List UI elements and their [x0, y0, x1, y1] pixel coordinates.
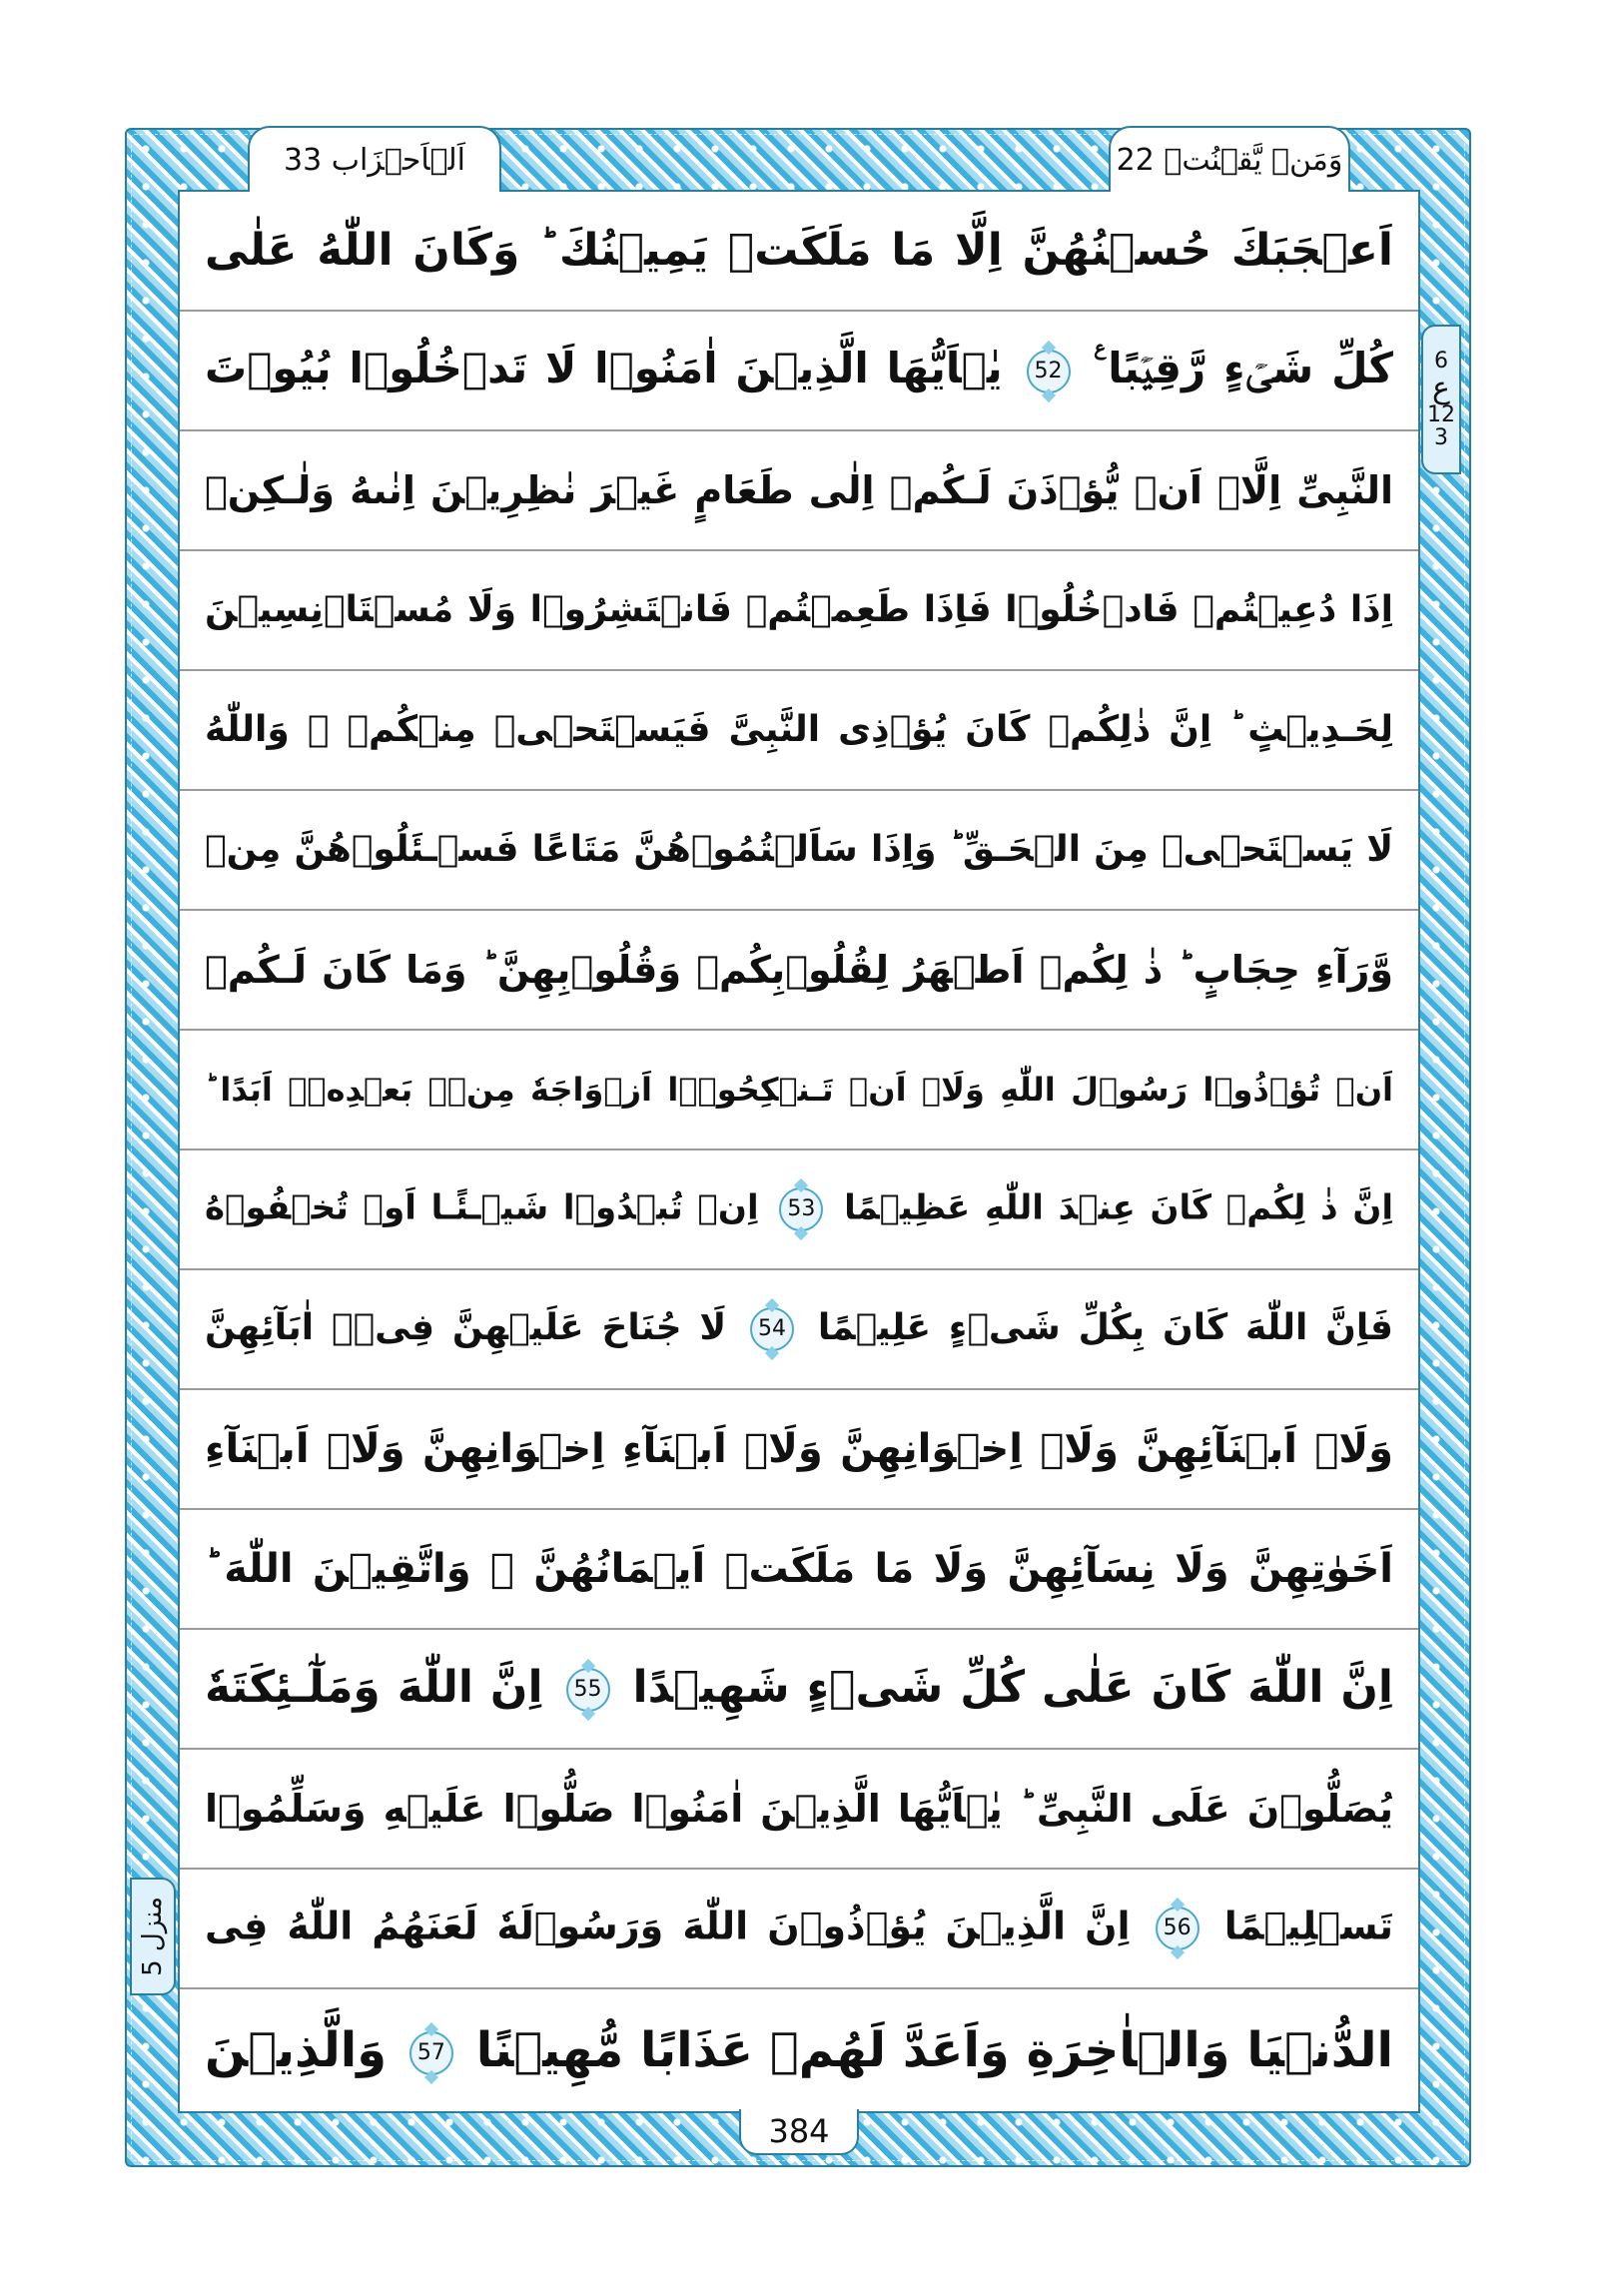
text-line [180, 192, 1418, 312]
ain-symbol-icon: ع [1432, 370, 1450, 405]
text-line [180, 1510, 1418, 1630]
manzil-marker [130, 1878, 176, 1995]
text-line [180, 312, 1418, 431]
ayah-number-marker: 53 [779, 1187, 823, 1231]
text-line [180, 1750, 1418, 1870]
verse-text-after: اِنۡ تُبۡدُوۡا شَيۡـئًـا اَوۡ تُخۡفُوۡهُ [205, 1187, 759, 1228]
text-line [180, 431, 1418, 551]
verse-text: يُصَلُّوۡنَ عَلَى النَّبِىِّ ؕ يٰۤاَيُّهَا الَّذِيۡنَ اٰمَنُوۡا صَلُّوۡا عَلَيۡهِ وَسَلِّمُوۡا [205, 1787, 1393, 1831]
ruku-marker [1421, 325, 1461, 474]
ayah-number-marker: 54 [750, 1307, 794, 1351]
verse-text [205, 1307, 1393, 1351]
verse-text-before: اِنَّ ذٰ لِكُمۡ كَانَ عِنۡدَ اللّٰهِ عَظِيۡمًا [844, 1187, 1393, 1228]
surah-name-label: اَلۡاَحۡزَاب 33 [283, 142, 466, 178]
para-name-label: وَمَنۡ يَّقۡنُتۡ 22 [1116, 142, 1343, 178]
text-line [180, 1989, 1418, 2111]
verse-text: وَلَاۤ اَبۡنَآئِهِنَّ وَلَاۤ اِخۡوَانِهِنَّ وَلَاۤ اَبۡنَآءِ اِخۡوَانِهِنَّ وَلَاۤ اَبۡنَآءِ [205, 1426, 1393, 1472]
verse-text: وَّرَآءِ حِجَابٍ ؕ ذٰ لِكُمۡ اَطۡهَرُ لِقُلُوۡبِكُمۡ وَقُلُوۡبِهِنَّ ؕ وَمَا كَانَ لَـكُمۡ [205, 948, 1393, 992]
verse-text [205, 1662, 1393, 1713]
verse-text [205, 1904, 1393, 1950]
verse-text [205, 2021, 1394, 2078]
verse-text-after: اِنَّ الَّذِيۡنَ يُؤۡذُوۡنَ اللّٰهَ وَرَسُوۡلَهٗ لَعَنَهُمُ اللّٰهُ فِى [205, 1904, 1131, 1948]
verse-text-before: كُلِّ شَىۡءٍ رَّقِيۡبًا ࣖ [1094, 344, 1393, 393]
text-line [180, 1031, 1418, 1150]
verse-text [205, 344, 1393, 393]
page-number: 384 [768, 2112, 830, 2150]
ayah-number-marker: 55 [566, 1668, 610, 1712]
ruku-bottom-number: 3 [1434, 425, 1448, 451]
text-line [180, 1390, 1418, 1510]
para-name-tab [1109, 126, 1350, 192]
verse-text-after: يٰۤاَيُّهَا الَّذِيۡنَ اٰمَنُوۡا لَا تَدۡخُلُوۡا بُيُوۡتَ [205, 344, 1003, 393]
ayah-number-marker: 56 [1156, 1907, 1199, 1950]
manzil-label: منزل 5 [138, 1897, 169, 1976]
text-frame [178, 190, 1420, 2113]
verse-text-before: فَاِنَّ اللّٰهَ كَانَ بِكُلِّ شَىۡءٍ عَلِيۡمًا [817, 1307, 1393, 1348]
verse-text-before: اِنَّ اللّٰهَ كَانَ عَلٰى كُلِّ شَىۡءٍ شَهِيۡدًا [632, 1662, 1393, 1713]
verse-text: اِذَا دُعِيۡتُمۡ فَادۡخُلُوۡا فَاِذَا طَعِمۡتُمۡ فَانۡتَشِرُوۡا وَلَا مُسۡتَاۡنِسِيۡنَ [205, 589, 1393, 630]
text-line [180, 551, 1418, 671]
verse-text-after: لَا جُنَاحَ عَلَيۡهِنَّ فِىۡۤ اٰبَآئِهِنَّ [205, 1307, 727, 1348]
surah-name-tab [248, 126, 501, 192]
page-number-tab [739, 2109, 859, 2155]
verse-text: اَعۡجَبَكَ حُسۡنُهُنَّ اِلَّا مَا مَلَكَتۡ يَمِيۡنُكَ ؕ وَكَانَ اللّٰهُ عَلٰى [205, 225, 1393, 276]
verse-text: النَّبِىِّ اِلَّاۤ اَنۡ يُّؤۡذَنَ لَـكُمۡ اِلٰى طَعَامٍ غَيۡرَ نٰظِرِيۡنَ اِنٰٮهُ وَلٰـكِنۡ [205, 468, 1393, 512]
verse-text-after: اِنَّ اللّٰهَ وَمَلٰٓـئِكَتَهٗ [205, 1662, 543, 1713]
text-line [180, 1630, 1418, 1750]
text-line [180, 1270, 1418, 1390]
ruku-middle-number: 12 [1427, 402, 1455, 428]
verse-text: اَنۡ تُؤۡذُوۡا رَسُوۡلَ اللّٰهِ وَلَاۤ اَنۡ تَـنۡكِحُوۡۤا اَزۡوَاجَهٗ مِنۡۢ بَعۡدِهٖۤ اَبَدًا ؕ [205, 1071, 1393, 1109]
text-line [180, 911, 1418, 1031]
ayah-number-marker: 57 [409, 2031, 453, 2075]
verse-text-after: وَالَّذِيۡنَ [205, 2021, 388, 2078]
text-line [180, 791, 1418, 911]
verse-text: اَخَوٰتِهِنَّ وَلَا نِسَآئِهِنَّ وَلَا مَا مَلَكَتۡ اَيۡمَانُهُنَّ ۚ وَاتَّقِيۡنَ اللّٰهَ ؕ [205, 1546, 1393, 1592]
verse-text-before: الدُّنۡيَا وَالۡاٰخِرَةِ وَاَعَدَّ لَهُمۡ عَذَابًا مُّهِيۡنًا [475, 2021, 1394, 2078]
text-line [180, 1150, 1418, 1270]
verse-text [205, 1187, 1393, 1231]
verse-text: لَا يَسۡتَحۡىٖ مِنَ الۡحَـقِّ ؕ وَاِذَا سَاَلۡتُمُوۡهُنَّ مَتَاعًا فَسۡـئَلُوۡهُنَّ مِنۡ [205, 829, 1393, 870]
verse-text: لِحَـدِيۡثٍ ؕ اِنَّ ذٰلِكُمۡ كَانَ يُؤۡذِى النَّبِىَّ فَيَسۡتَحۡىٖ مِنۡكُمۡ ۖ وَاللّٰهُ [205, 709, 1393, 750]
text-line [180, 1870, 1418, 1989]
verse-text-before: تَسۡلِيۡمًا [1223, 1904, 1393, 1948]
text-line [180, 671, 1418, 791]
ayah-number-marker: 52 [1027, 350, 1071, 393]
ruku-top-number: 6 [1434, 348, 1448, 374]
